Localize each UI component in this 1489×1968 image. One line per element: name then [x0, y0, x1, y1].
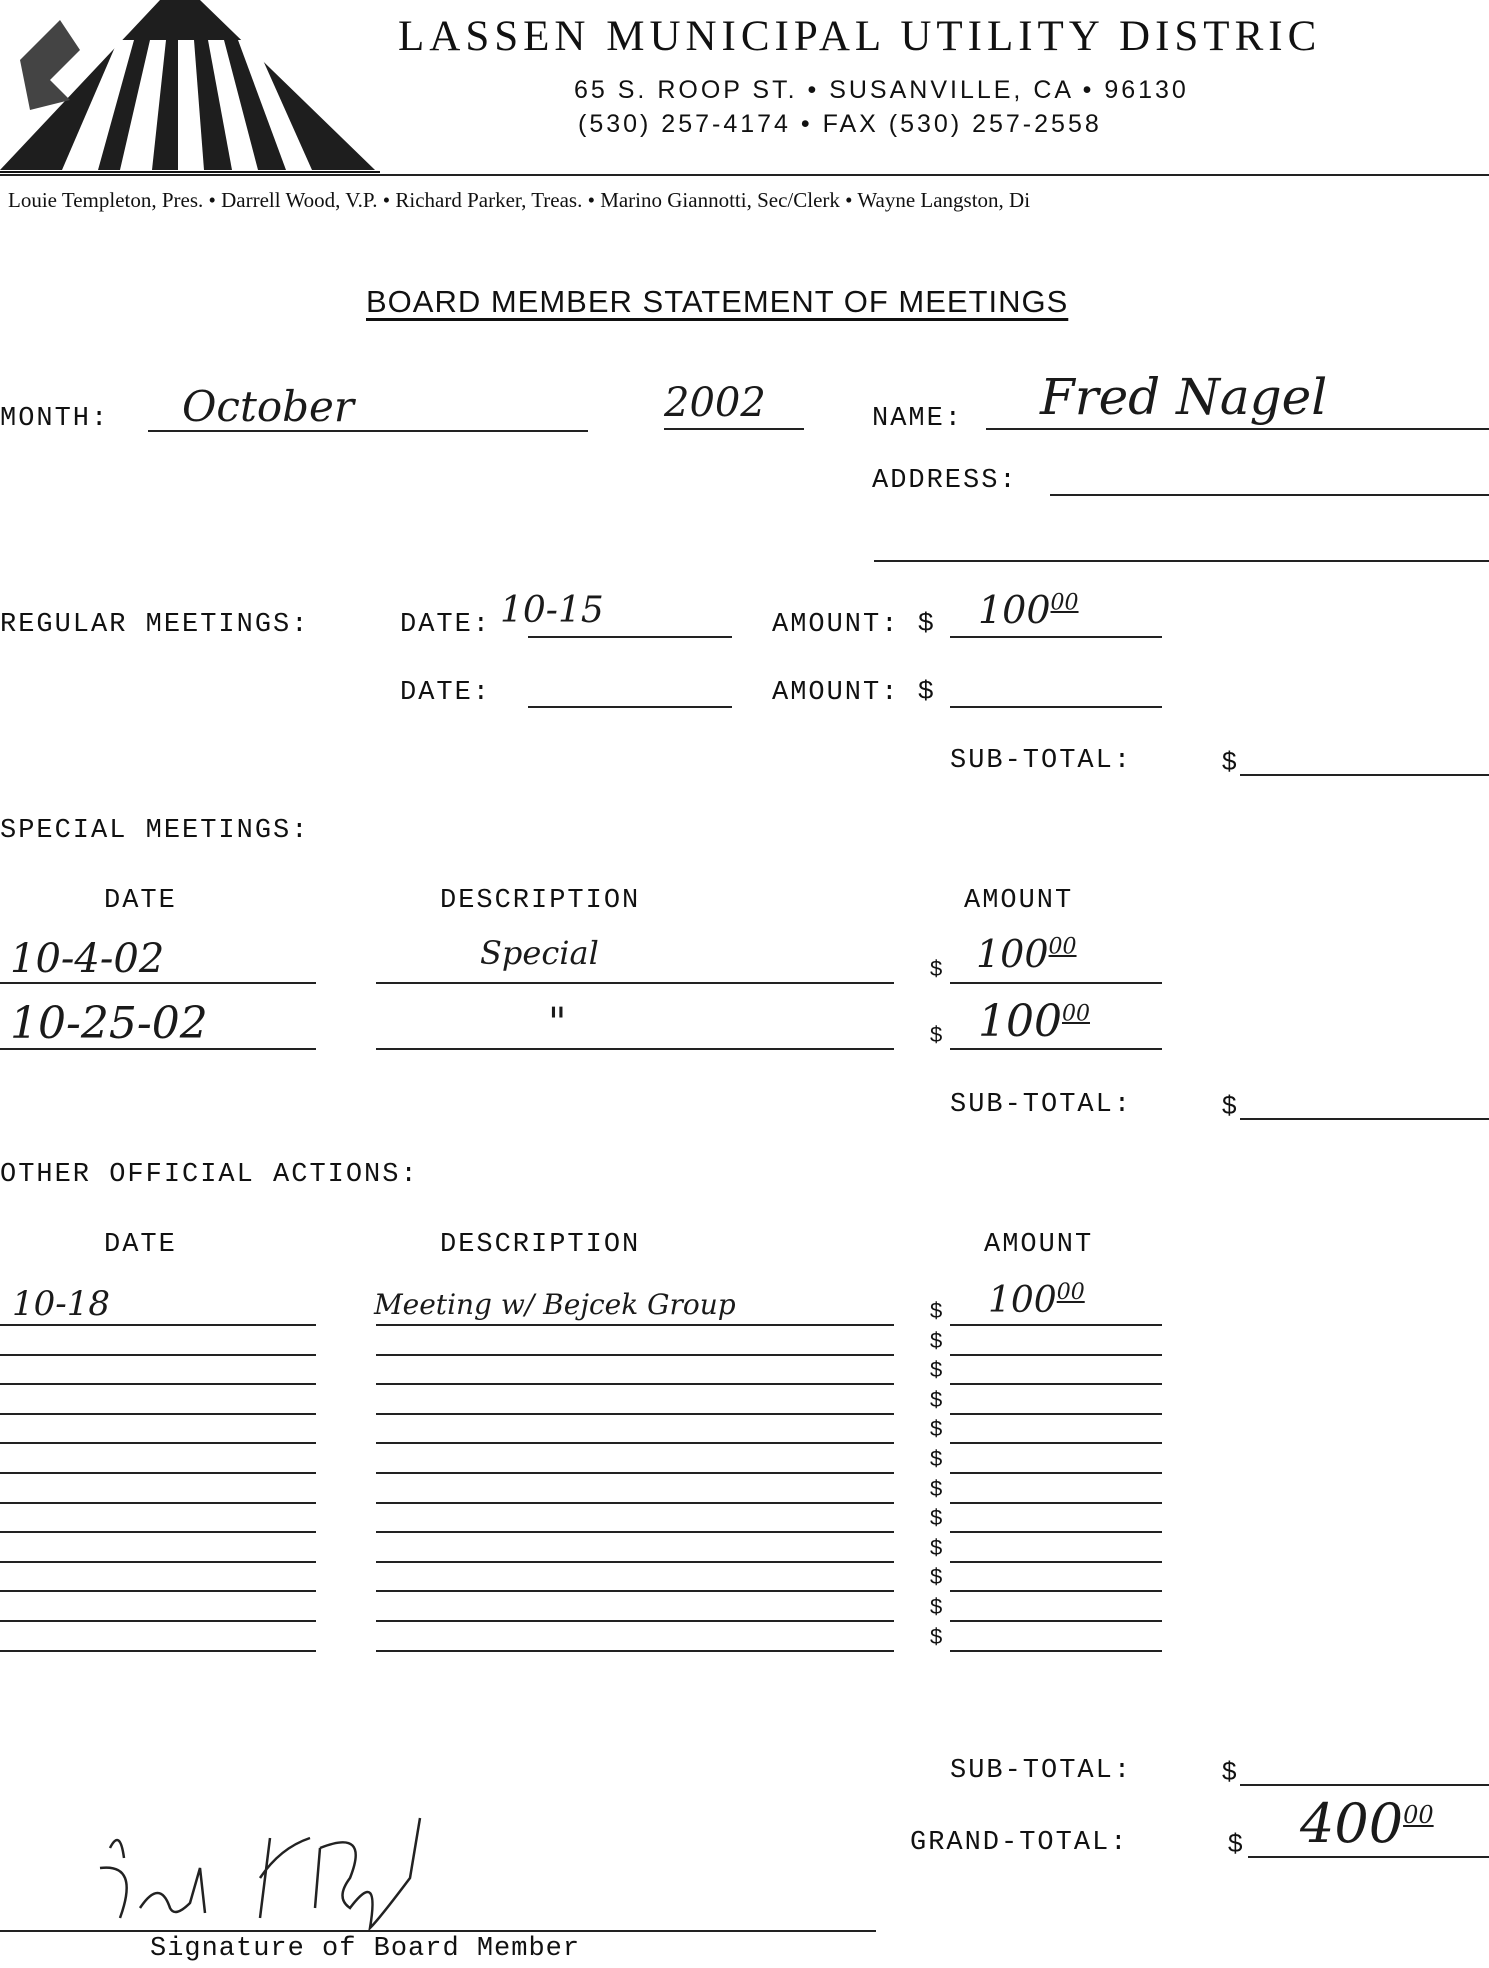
special-row-1-cents: 00 — [1048, 934, 1077, 960]
letterhead-rule — [0, 174, 1489, 176]
other-row-currency: $ — [930, 1387, 943, 1412]
regular-subtotal-currency: $ — [1222, 746, 1237, 776]
other-subtotal-currency: $ — [1222, 1756, 1237, 1786]
regular-amount-line-2[interactable] — [950, 706, 1162, 708]
other-row-description-line[interactable] — [376, 1354, 894, 1356]
regular-date-value[interactable]: 10-15 — [500, 590, 604, 631]
other-row-currency: $ — [930, 1505, 943, 1530]
other-row-1-dollars: 100 — [988, 1280, 1057, 1321]
regular-date-label: DATE: — [400, 610, 492, 640]
month-label: MONTH: — [0, 404, 110, 434]
board-members-list: Louie Templeton, Pres. • Darrell Wood, V.P. • Richard Parker, Treas. • Marino Giannotti, Sec/Clerk • Wayne Langston, Di — [8, 188, 1031, 212]
other-col-description: DESCRIPTION — [440, 1230, 641, 1260]
other-row-amount-line[interactable] — [950, 1502, 1162, 1504]
other-row-amount-line[interactable] — [950, 1590, 1162, 1592]
other-row-amount-line[interactable] — [950, 1561, 1162, 1563]
special-row-1-amount[interactable] — [976, 932, 1077, 976]
grandtotal-dollars: 400 — [1300, 1792, 1404, 1855]
regular-subtotal-line[interactable] — [1240, 774, 1489, 776]
other-row-description-line[interactable] — [376, 1590, 894, 1592]
form-title: BOARD MEMBER STATEMENT OF MEETINGS — [366, 284, 1069, 319]
other-row-amount-line[interactable] — [950, 1442, 1162, 1444]
other-row-currency: $ — [930, 1535, 943, 1560]
other-row-date-line[interactable] — [0, 1590, 316, 1592]
other-row-amount-line[interactable] — [950, 1354, 1162, 1356]
special-col-date: DATE — [104, 886, 177, 916]
other-row-amount-line[interactable] — [950, 1620, 1162, 1622]
special-row-2-date-line — [0, 1048, 316, 1050]
special-row-1-date-line — [0, 982, 316, 984]
other-row-description-line[interactable] — [376, 1502, 894, 1504]
special-meetings-label: SPECIAL MEETINGS: — [0, 816, 310, 846]
other-row-amount-line[interactable] — [950, 1650, 1162, 1652]
org-address: 65 S. ROOP ST. • SUSANVILLE, CA • 96130 — [574, 76, 1189, 104]
other-row-currency: $ — [930, 1298, 943, 1323]
other-row-currency: $ — [930, 1446, 943, 1471]
signature-caption: Signature of Board Member — [150, 1934, 581, 1964]
other-row-amount-line[interactable] — [950, 1472, 1162, 1474]
other-row-amount-line[interactable] — [950, 1413, 1162, 1415]
month-line — [148, 430, 588, 432]
other-row-description-line[interactable] — [376, 1442, 894, 1444]
special-row-2-description[interactable]: " — [548, 1000, 567, 1046]
other-row-date-line[interactable] — [0, 1472, 316, 1474]
regular-date-line-2[interactable] — [528, 706, 732, 708]
address-label: ADDRESS: — [872, 466, 1018, 496]
special-row-2-description-line — [376, 1048, 894, 1050]
other-row-description-line[interactable] — [376, 1531, 894, 1533]
year-value[interactable]: 2002 — [664, 380, 766, 426]
special-row-2-amount[interactable] — [978, 996, 1090, 1047]
other-row-currency: $ — [930, 1564, 943, 1589]
other-subtotal-label: SUB-TOTAL: — [950, 1756, 1133, 1786]
special-subtotal-currency: $ — [1222, 1090, 1237, 1120]
name-line — [986, 428, 1489, 430]
other-row-currency: $ — [930, 1594, 943, 1619]
other-row-currency: $ — [930, 1624, 943, 1649]
other-row-1-amount[interactable] — [988, 1280, 1085, 1321]
other-row-description-line[interactable] — [376, 1561, 894, 1563]
other-row-date-line[interactable] — [0, 1561, 316, 1563]
signature-line[interactable] — [0, 1930, 876, 1932]
regular-amount-dollars: 100 — [978, 588, 1051, 632]
regular-meetings-label: REGULAR MEETINGS: — [0, 610, 310, 640]
other-row-description-line[interactable] — [376, 1472, 894, 1474]
other-row-amount-line[interactable] — [950, 1531, 1162, 1533]
special-row-2-currency: $ — [930, 1022, 943, 1047]
grandtotal-label: GRAND-TOTAL: — [910, 1828, 1129, 1858]
special-row-1-date[interactable]: 10-4-02 — [10, 936, 165, 982]
address-line-2[interactable] — [874, 560, 1489, 562]
other-row-currency: $ — [930, 1328, 943, 1353]
other-row-description-line[interactable] — [376, 1324, 894, 1326]
regular-amount-cents: 00 — [1050, 590, 1079, 616]
org-name: LASSEN MUNICIPAL UTILITY DISTRIC — [398, 13, 1322, 60]
other-row-currency: $ — [930, 1357, 943, 1382]
other-row-description-line[interactable] — [376, 1383, 894, 1385]
district-logo — [0, 0, 380, 178]
special-row-2-date[interactable]: 10-25-02 — [10, 998, 208, 1049]
name-value[interactable]: Fred Nagel — [1040, 368, 1328, 426]
other-row-date-line[interactable] — [0, 1413, 316, 1415]
other-row-1-cents: 00 — [1056, 1280, 1085, 1305]
regular-amount-value[interactable] — [978, 588, 1079, 632]
other-col-amount: AMOUNT — [984, 1230, 1094, 1260]
other-row-currency: $ — [930, 1476, 943, 1501]
special-subtotal-line[interactable] — [1240, 1118, 1489, 1120]
other-row-1-date[interactable]: 10-18 — [12, 1284, 111, 1324]
other-row-description-line[interactable] — [376, 1413, 894, 1415]
board-member-signature — [80, 1808, 520, 1938]
other-row-date-line[interactable] — [0, 1383, 316, 1385]
other-row-date-line[interactable] — [0, 1324, 316, 1326]
regular-date-label-2: DATE: — [400, 678, 492, 708]
regular-amount-label: AMOUNT: $ — [772, 610, 936, 640]
org-phone: (530) 257-4174 • FAX (530) 257-2558 — [578, 110, 1102, 138]
grandtotal-cents: 00 — [1403, 1801, 1434, 1829]
regular-amount-label-2: AMOUNT: $ — [772, 678, 936, 708]
other-col-date: DATE — [104, 1230, 177, 1260]
other-row-date-line[interactable] — [0, 1502, 316, 1504]
month-value[interactable]: October — [182, 382, 354, 431]
other-subtotal-line[interactable] — [1240, 1784, 1489, 1786]
other-actions-label: OTHER OFFICIAL ACTIONS: — [0, 1160, 419, 1190]
other-row-date-line[interactable] — [0, 1650, 316, 1652]
name-label: NAME: — [872, 404, 964, 434]
other-row-amount-line[interactable] — [950, 1324, 1162, 1326]
grandtotal-line — [1248, 1856, 1489, 1858]
grandtotal-currency: $ — [1228, 1828, 1243, 1858]
other-row-description-line[interactable] — [376, 1650, 894, 1652]
grandtotal-value[interactable] — [1300, 1792, 1434, 1855]
year-line — [664, 428, 804, 430]
special-col-amount: AMOUNT — [964, 886, 1074, 916]
special-row-1-description-line — [376, 982, 894, 984]
other-row-1-description[interactable]: Meeting w/ Bejcek Group — [374, 1288, 736, 1321]
regular-amount-line — [950, 636, 1162, 638]
other-row-description-line[interactable] — [376, 1620, 894, 1622]
special-subtotal-label: SUB-TOTAL: — [950, 1090, 1133, 1120]
special-row-2-dollars: 100 — [978, 996, 1062, 1047]
special-row-1-amount-line — [950, 982, 1162, 984]
other-row-date-line[interactable] — [0, 1354, 316, 1356]
regular-subtotal-label: SUB-TOTAL: — [950, 746, 1133, 776]
special-row-1-currency: $ — [930, 956, 943, 981]
special-row-2-cents: 00 — [1061, 1001, 1090, 1027]
other-row-amount-line[interactable] — [950, 1383, 1162, 1385]
special-row-2-amount-line — [950, 1048, 1162, 1050]
special-row-1-description[interactable]: Special — [480, 934, 599, 972]
other-row-date-line[interactable] — [0, 1620, 316, 1622]
special-row-1-dollars: 100 — [976, 932, 1049, 976]
special-col-description: DESCRIPTION — [440, 886, 641, 916]
other-row-date-line[interactable] — [0, 1531, 316, 1533]
regular-date-line — [528, 636, 732, 638]
other-row-date-line[interactable] — [0, 1442, 316, 1444]
address-line-1[interactable] — [1050, 494, 1489, 496]
other-row-currency: $ — [930, 1416, 943, 1441]
